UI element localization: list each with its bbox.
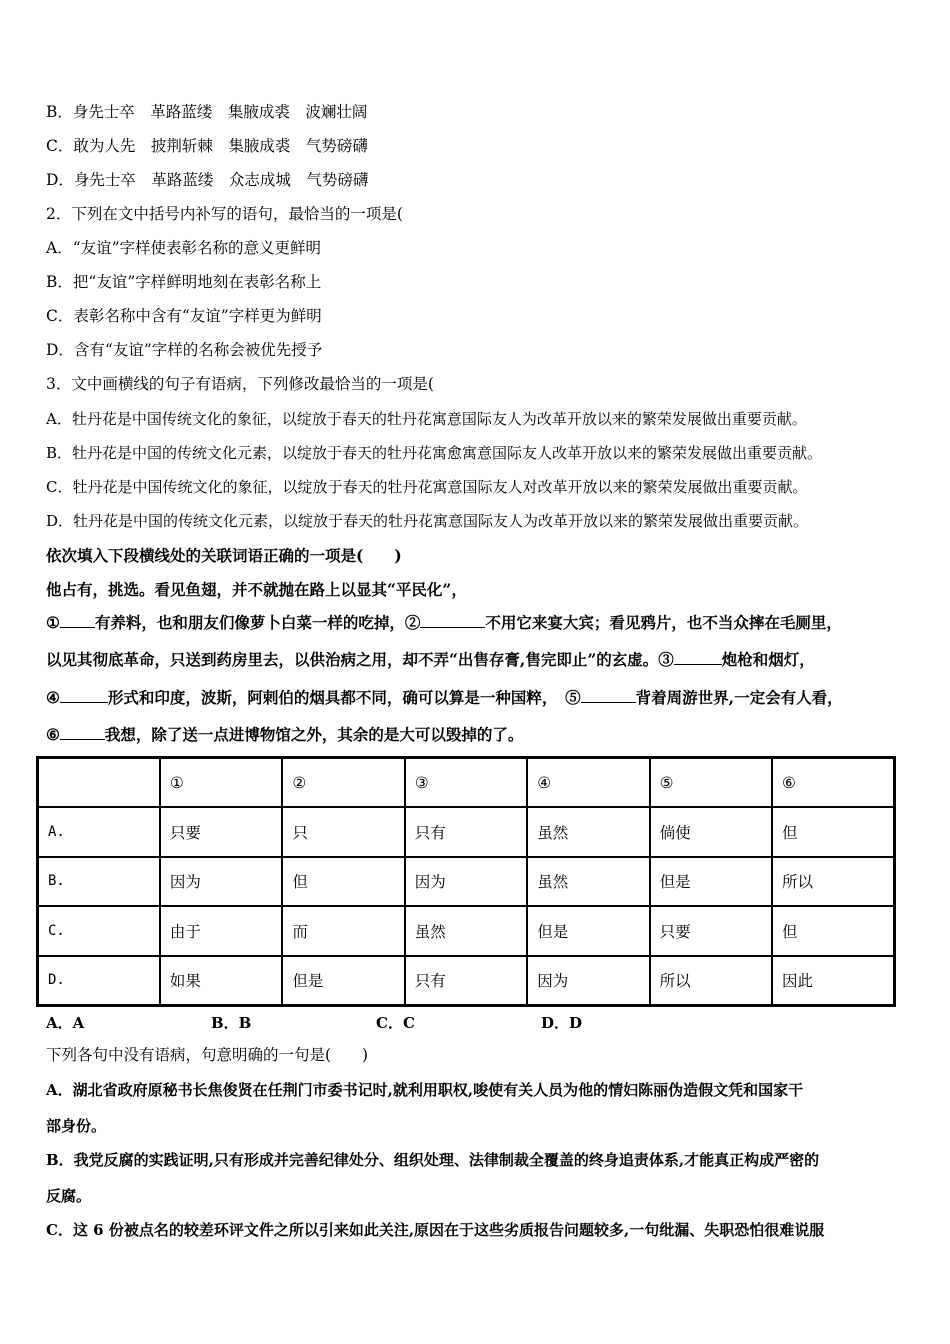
table-cell: C. <box>38 906 160 955</box>
table-cell: 但是 <box>282 956 404 1006</box>
blank-4 <box>60 688 108 703</box>
table-cell: 所以 <box>650 956 772 1006</box>
passage-text: 背着周游世界,一定会有人看， <box>635 688 843 707</box>
table-cell <box>38 758 160 808</box>
table-cell: 所以 <box>772 857 894 906</box>
q5-option-c-line-1: C．这 6 份被点名的较差环评文件之所以引来如此关注,原因在于这些劣质报告问题较多,一句纰漏、失职恐怕很难说服 <box>46 1221 825 1239</box>
table-header-cell: ⑥ <box>772 758 894 808</box>
q2-stem: 2．下列在文中括号内补写的语句，最恰当的一项是( <box>46 205 403 223</box>
table-cell: 倘使 <box>650 807 772 856</box>
passage-text: 形式和印度，波斯，阿剌伯的烟具都不同，确可以算是一种国粹， ⑤ <box>107 688 581 707</box>
table-header-cell: ② <box>282 758 404 808</box>
table-cell: 只有 <box>405 956 527 1006</box>
q5-option-a-line-1: A．湖北省政府原秘书长焦俊贤在任荆门市委书记时,就利用职权,唆使有关人员为他的情妇陈丽伪造假文凭和国家干 <box>46 1081 804 1099</box>
blank-2 <box>420 613 485 628</box>
answer-choice-b: B．B <box>211 1014 252 1032</box>
passage-text: 炮枪和烟灯， <box>721 650 815 669</box>
q2-option-b: B．把“友谊”字样鲜明地刻在表彰名称上 <box>46 273 322 291</box>
table-cell: 虽然 <box>527 807 649 856</box>
table-cell: 但 <box>772 906 894 955</box>
table-cell: 因此 <box>772 956 894 1006</box>
q3-option-a: A．牡丹花是中国传统文化的象征，以绽放于春天的牡丹花寓意国际友人为改革开放以来的繁荣发展做出重要贡献。 <box>46 410 807 428</box>
table-row <box>38 956 895 1006</box>
q4-passage-line-3 <box>46 650 815 670</box>
table-cell: 而 <box>282 906 404 955</box>
table-cell: 只 <box>282 807 404 856</box>
q4-passage-line-4 <box>46 688 843 708</box>
table-cell: 由于 <box>160 906 282 955</box>
q5-option-b-line-2: 反腐。 <box>46 1187 92 1205</box>
q4-options-table <box>36 756 896 1007</box>
table-cell: 虽然 <box>527 857 649 906</box>
q1-option-b: B．身先士卒 革路蓝缕 集腋成裘 波斓壮阔 <box>46 103 368 121</box>
table-header-row <box>38 758 895 808</box>
q5-option-a-line-2: 部身份。 <box>46 1117 107 1135</box>
table-cell: D. <box>38 956 160 1006</box>
table-cell: B. <box>38 857 160 906</box>
blank-3 <box>674 650 722 665</box>
answer-choice-c: C．C <box>376 1014 415 1032</box>
q3-option-b: B．牡丹花是中国的传统文化元素，以绽放于春天的牡丹花寓愈寓意国际友人改革开放以来的繁荣发展做出重要贡献。 <box>46 444 823 462</box>
q5-option-b-line-1: B．我党反腐的实践证明,只有形成并完善纪律处分、组织处理、法律制裁全覆盖的终身追责体系,才能真正构成严密的 <box>46 1151 820 1169</box>
q4-stem: 依次填入下段横线处的关联词语正确的一项是( ) <box>46 546 402 565</box>
table-cell: 只要 <box>160 807 282 856</box>
table-header-cell: ④ <box>527 758 649 808</box>
table-cell: 但是 <box>650 857 772 906</box>
q1-option-d: D．身先士卒 革路蓝缕 众志成城 气势磅礴 <box>46 171 369 189</box>
table-cell: 如果 <box>160 956 282 1006</box>
table-header-cell: ③ <box>405 758 527 808</box>
q2-option-a: A．“友谊”字样使表彰名称的意义更鲜明 <box>46 239 322 257</box>
q3-option-d: D．牡丹花是中国的传统文化元素，以绽放于春天的牡丹花寓意国际友人为改革开放以来的繁荣发展做出重要贡献。 <box>46 512 809 530</box>
q4-passage-line-5 <box>46 725 523 745</box>
table-cell: 但是 <box>527 906 649 955</box>
q5-stem: 下列各句中没有语病，句意明确的一句是( ) <box>46 1046 369 1064</box>
table-row <box>38 857 895 906</box>
q2-option-d: D．含有“友谊”字样的名称会被优先授予 <box>46 341 323 359</box>
answer-choice-d: D．D <box>541 1014 583 1032</box>
passage-text: 我想，除了送一点进博物馆之外，其余的是大可以毁掉的了。 <box>104 725 524 744</box>
blank-1-marker: ① <box>46 613 60 632</box>
table-cell: 但 <box>282 857 404 906</box>
passage-text: 有养料，也和朋友们像萝卜白菜一样的吃掉，② <box>94 613 421 632</box>
q4-passage-line-1: 他占有，挑选。看见鱼翅，并不就抛在路上以显其“平民化”， <box>46 580 467 599</box>
table-cell: 因为 <box>405 857 527 906</box>
table-cell: 因为 <box>160 857 282 906</box>
table-cell: 但 <box>772 807 894 856</box>
table-cell: 只要 <box>650 906 772 955</box>
table-cell: A. <box>38 807 160 856</box>
blank-6 <box>60 725 105 740</box>
table-header-cell: ① <box>160 758 282 808</box>
table-row <box>38 906 895 955</box>
blank-5 <box>581 688 636 703</box>
q3-stem: 3．文中画横线的句子有语病，下列修改最恰当的一项是( <box>46 375 434 393</box>
q3-option-c: C．牡丹花是中国传统文化的象征，以绽放于春天的牡丹花寓意国际友人对改革开放以来的繁荣发展做出重要贡献。 <box>46 478 808 496</box>
table-row <box>38 807 895 856</box>
q2-option-c: C．表彰名称中含有“友谊”字样更为鲜明 <box>46 307 322 325</box>
q4-passage-line-2 <box>46 613 842 633</box>
blank-1 <box>60 613 95 628</box>
q1-option-c: C．敢为人先 披荆斩棘 集腋成裘 气势磅礴 <box>46 137 368 155</box>
table-header-cell: ⑤ <box>650 758 772 808</box>
passage-text: 以见其彻底革命，只送到药房里去，以供治病之用，却不弄“出售存膏,售完即止”的玄虚。③ <box>46 650 674 669</box>
blank-6-marker: ⑥ <box>46 725 60 744</box>
table-cell: 只有 <box>405 807 527 856</box>
passage-text: 不用它来宴大宾；看见鸦片，也不当众摔在毛厕里， <box>485 613 842 632</box>
answer-choice-a: A．A <box>46 1014 85 1032</box>
table-cell: 因为 <box>527 956 649 1006</box>
table-cell: 虽然 <box>405 906 527 955</box>
blank-4-marker: ④ <box>46 688 60 707</box>
